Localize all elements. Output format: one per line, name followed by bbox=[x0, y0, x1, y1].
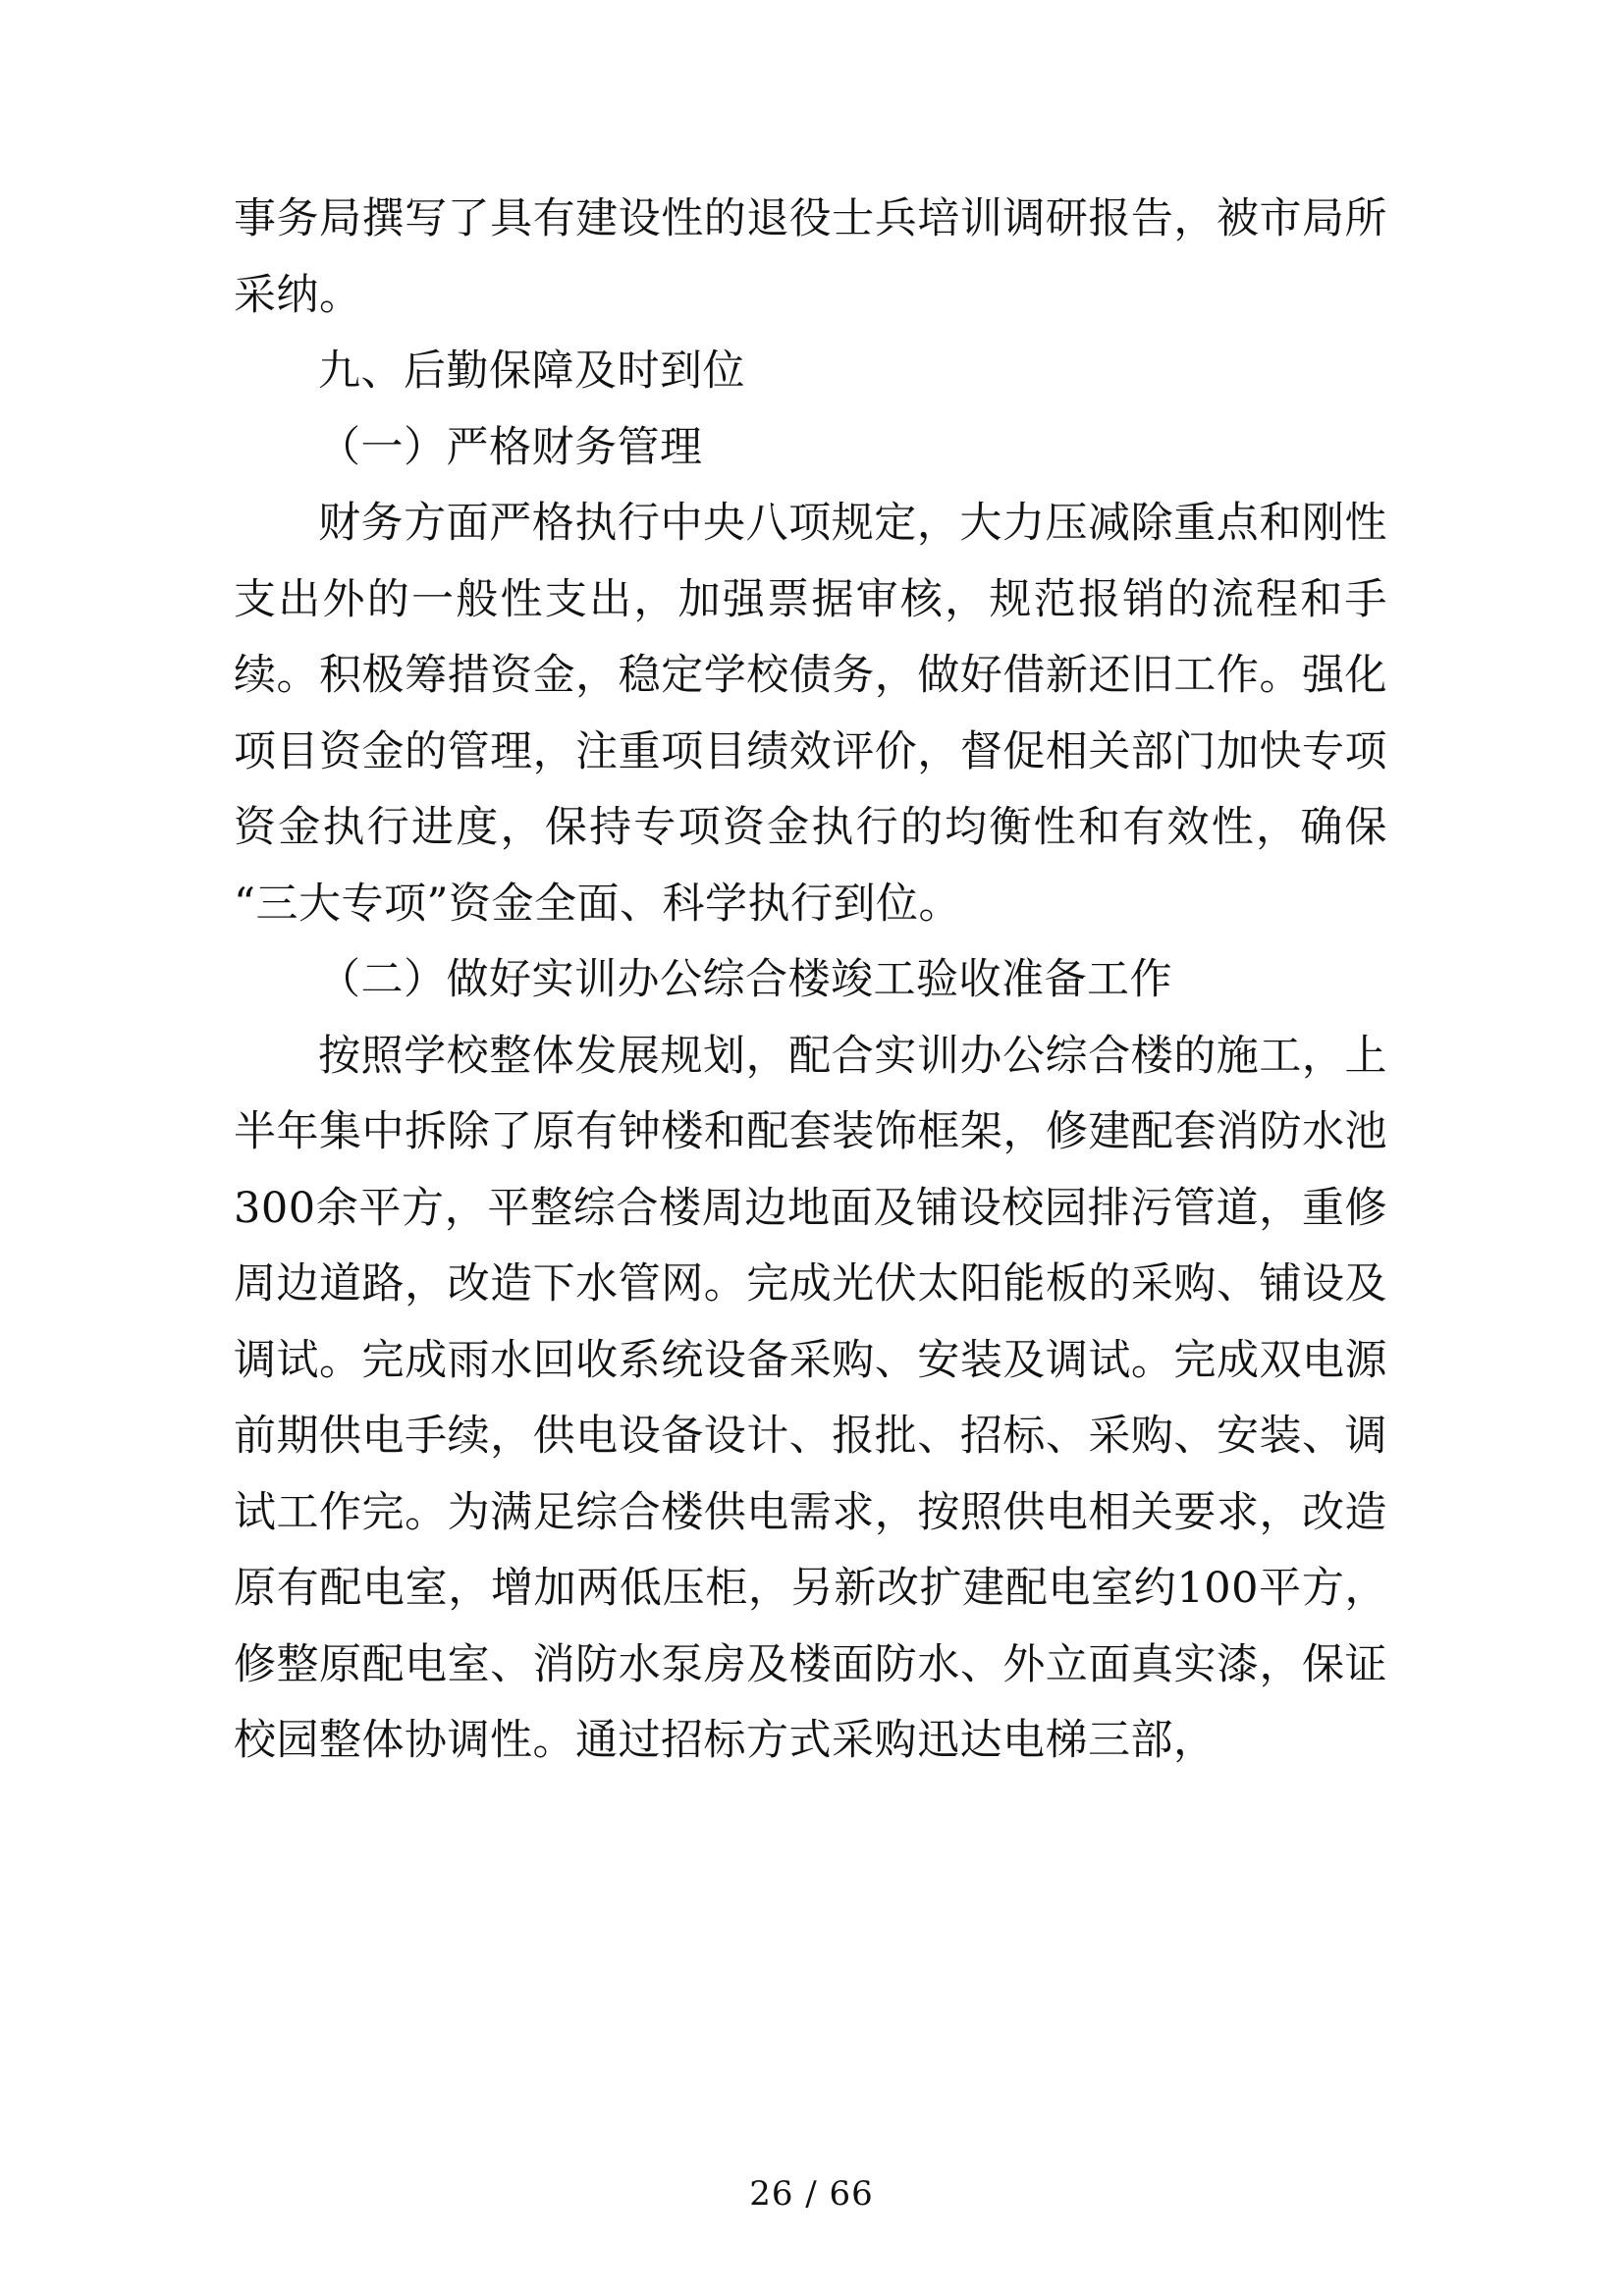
section-heading-nine: 九、后勤保障及时到位 bbox=[318, 347, 745, 396]
continuation-paragraph: 事务局撰写了具有建设性的退役士兵培训调研报告，被市局所采纳。 bbox=[234, 194, 1387, 320]
subsection-body-one: 财务方面严格执行中央八项规定，大力压减除重点和刚性支出外的一般性支出，加强票据审核，规范报销的流程和手续。积极筹措资金，稳定学校债务，做好借新还旧工作。强化项目资金的管理，注重项目绩效评价，督促相关部门加快专项资金执行进度，保持专项资金执行的均衡性和有效性，确保“三大专项”资金全面、科学执行到位。 bbox=[234, 499, 1387, 929]
subsection-heading-one: （一）严格财务管理 bbox=[318, 422, 703, 472]
page-number-footer: 26 / 66 bbox=[749, 2174, 874, 2214]
subsection-heading-two: （二）做好实训办公综合楼竣工验收准备工作 bbox=[318, 955, 1172, 1004]
subsection-body-two: 按照学校整体发展规划，配合实训办公综合楼的施工，上半年集中拆除了原有钟楼和配套装饰框架，修建配套消防水池300余平方，平整综合楼周边地面及铺设校园排污管道，重修周边道路，改造下水管网。完成光伏太阳能板的采购、铺设及调试。完成雨水回收系统设备采购、安装及调试。完成双电源前期供电手续，供电设备设计、报批、招标、采购、安装、调试工作完。为满足综合楼供电需求，按照供电相关要求，改造原有配电室，增加两低压柜，另新改扩建配电室约100平方，修整原配电室、消防水泵房及楼面防水、外立面真实漆，保证校园整体协调性。通过招标方式采购迅达电梯三部， bbox=[234, 1031, 1387, 1765]
page-content bbox=[234, 182, 1387, 1780]
